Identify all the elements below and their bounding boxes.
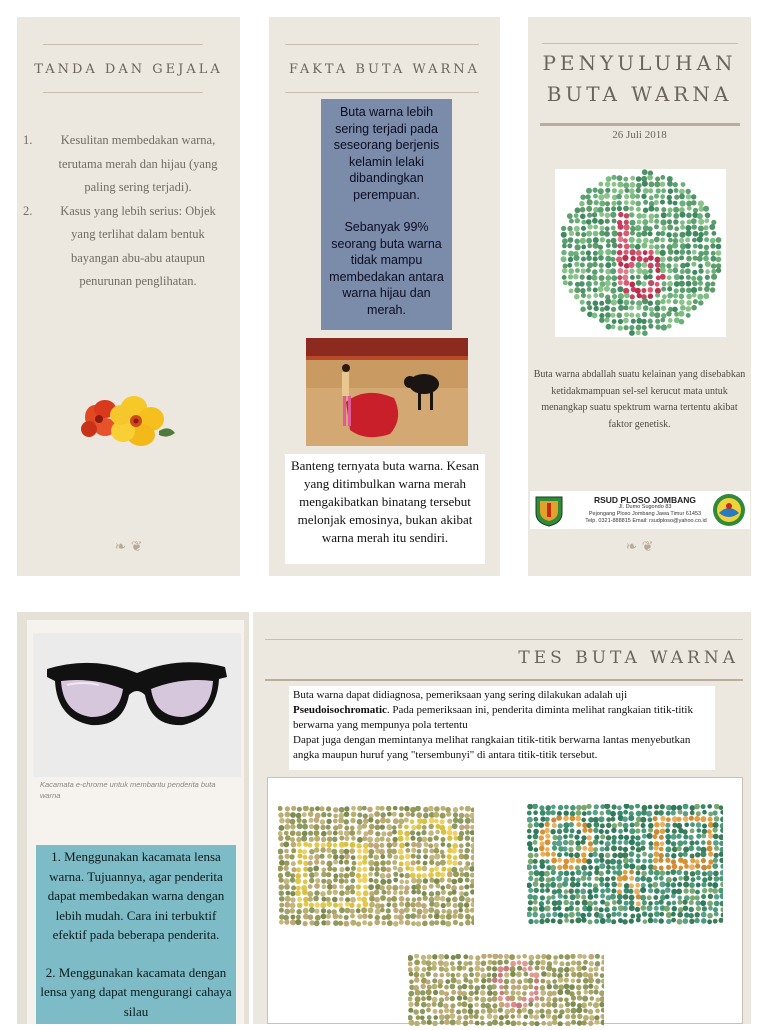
cover-rule-top	[542, 43, 738, 44]
cover-rule-thick	[540, 123, 740, 126]
fact-text-1: Buta warna lebih sering terjadi pada seseorang berjenis kelamin lelaki dibandingkan perempuan.	[333, 105, 440, 202]
ornament-divider: ❧ ❦	[114, 539, 143, 555]
title-rule-top	[285, 44, 479, 45]
ishihara-plate-image	[527, 804, 723, 926]
cover-title-line1: PENYULUHAN	[542, 51, 737, 75]
hospital-address-2: Pejongang Ploso Jombang Jawa Timur 61453	[588, 511, 702, 517]
hibiscus-flower-image	[79, 395, 179, 447]
cover-title-line2: BUTA WARNA	[546, 82, 733, 106]
hospital-address-3: Telp. 0321-888815 Email: rsudploso@yahoo.co.id	[585, 518, 707, 524]
test-paragraph	[289, 686, 715, 770]
test-text-post: . Pada pemeriksaan ini, penderita diminta melihat rangkaian titik-titik berwarna yang mempunya pola tertentu	[293, 704, 693, 731]
fact-box	[321, 99, 452, 330]
symptoms-list	[23, 129, 223, 294]
hospital-address-1: Jl. Dumo Sugondo 83	[618, 504, 672, 510]
ishihara-plate-image	[408, 954, 604, 1026]
ishihara-plate-image	[278, 806, 474, 928]
list-item: 2. Kasus yang lebih serius: Objek yang terlihat dalam bentuk bayangan abu-abu ataupun penurunan penglihatan.	[23, 203, 216, 288]
hospital-logo-icon	[712, 493, 746, 527]
test-text-bold: Pseudoisochromatic	[293, 704, 387, 716]
bullfighter-image	[306, 338, 468, 446]
test-text-2: Dapat juga dengan memintanya melihat rangkaian titik-titik berwarna lantas menyebutkan angka maupun huruf yang "tersembunyi" di antara titik-titik tersebut.	[293, 734, 691, 761]
ornament-divider: ❧ ❦	[625, 539, 654, 555]
symptoms-title: TANDA DAN GEJALA	[34, 62, 223, 77]
ishihara-plate-image	[555, 169, 726, 337]
glasses-caption: Kacamata e-chrome untuk membantu penderita buta warna	[40, 780, 216, 800]
fact-text-2: Sebanyak 99% seorang buta warna tidak mampu membedakan antara warna hijau dan merah.	[329, 220, 444, 317]
panel-symptoms	[17, 17, 240, 576]
title-rule-thick	[265, 679, 743, 681]
jombang-logo-icon	[532, 493, 566, 527]
cover-description: Buta warna abdallah suatu kelainan yang disebabkan ketidakmampuan sel-sel kerucut mata untuk menangkap suatu spektrum warna tertentu akibat faktor genetisk.	[533, 369, 746, 430]
bull-caption: Banteng ternyata buta warna. Kesan yang ditimbulkan warna merah mengakibatkan binatang tersebut melonjak emosinya, bukan akibat warna merah itu sendiri.	[285, 454, 485, 564]
panel-test	[253, 612, 751, 1024]
treatment-item-2: 2. Menggunakan kacamata dengan lensa yang dapat mengurangi cahaya silau	[40, 964, 232, 1019]
test-text-pre: Buta warna dapat didiagnosa, pemeriksaan yang sering dilakukan adalah uji	[293, 689, 628, 701]
hospital-name: RSUD PLOSO JOMBANG	[593, 495, 696, 505]
panel-treatment	[17, 612, 249, 1024]
hospital-banner	[530, 491, 750, 529]
cover-date: 26 Juli 2018	[612, 129, 667, 141]
title-rule-bottom	[285, 92, 479, 93]
title-rule-top	[265, 639, 743, 640]
test-title: TES BUTA WARNA	[518, 648, 739, 668]
title-rule-bottom	[43, 92, 203, 93]
treatment-item-1: 1. Menggunakan kacamata lensa warna. Tujuannya, agar penderita dapat membedakan warna dengan lebih mudah. Cara ini terbuktif efektif pada beberapa penderita.	[47, 849, 225, 942]
facts-title: FAKTA BUTA WARNA	[288, 62, 481, 77]
list-item: 1. Kesulitan membedakan warna, terutama merah dan hijau (yang paling sering terjadi).	[23, 133, 218, 194]
plates-frame	[267, 777, 743, 1024]
treatment-box	[36, 845, 236, 1024]
panel-facts	[269, 17, 500, 576]
panel-cover	[528, 17, 751, 576]
title-rule-top	[43, 44, 203, 45]
sunglasses-image	[33, 633, 241, 777]
